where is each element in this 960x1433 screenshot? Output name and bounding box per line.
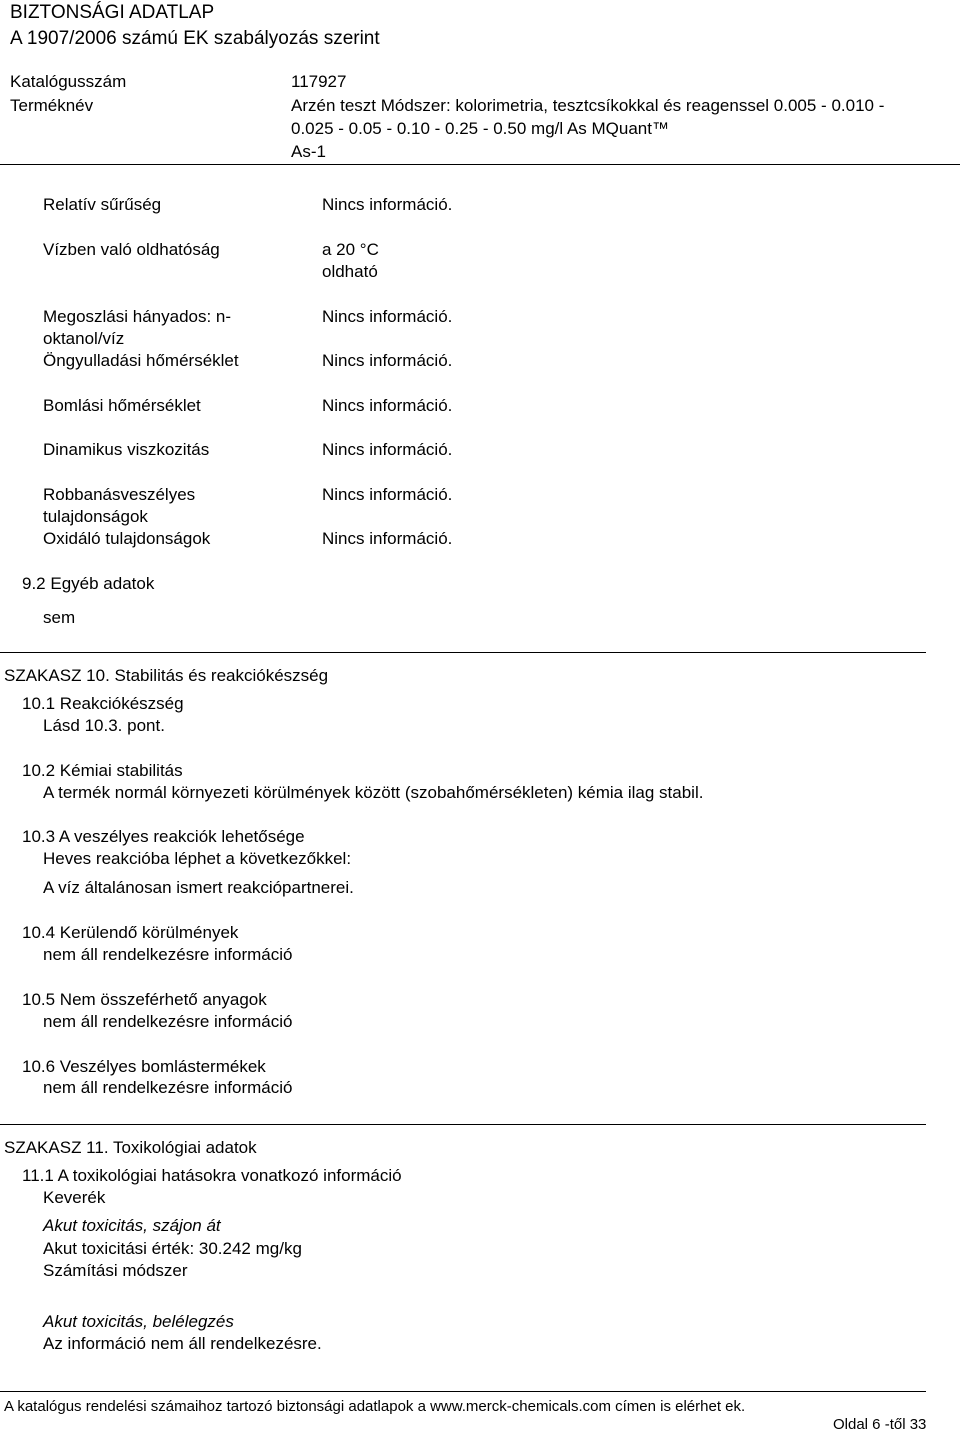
property-label: Dinamikus viszkozitás bbox=[43, 440, 210, 459]
incompatible-materials-text: nem áll rendelkezésre információ bbox=[43, 1012, 293, 1031]
footer-note: A katalógus rendelési számaihoz tartozó biztonsági adatlapok a www.merck-chemicals.com címen is elérhet ek. bbox=[4, 1398, 746, 1415]
property-label: Vízben való oldhatóság bbox=[43, 240, 220, 259]
property-label: Öngyulladási hőmérséklet bbox=[43, 351, 239, 370]
property-label: Megoszlási hányados: n- bbox=[43, 307, 232, 326]
decomposition-products-text: nem áll rendelkezésre információ bbox=[43, 1078, 293, 1097]
property-value: Nincs információ. bbox=[322, 396, 453, 415]
section-10-heading: SZAKASZ 10. Stabilitás és reakciókészség bbox=[4, 666, 329, 685]
decomposition-products-heading: 10.6 Veszélyes bomlástermékek bbox=[22, 1057, 266, 1076]
footer-divider bbox=[0, 1391, 926, 1392]
property-value: a 20 °C bbox=[322, 240, 379, 259]
inhalation-toxicity-title: Akut toxicitás, belélegzés bbox=[43, 1312, 234, 1331]
property-label: Bomlási hőmérséklet bbox=[43, 396, 201, 415]
other-data-heading: 9.2 Egyéb adatok bbox=[22, 574, 155, 593]
property-value: Nincs információ. bbox=[322, 529, 453, 548]
property-value: Nincs információ. bbox=[322, 195, 453, 214]
page-number: Oldal 6 -től 33 bbox=[833, 1416, 927, 1433]
product-name-line3: As-1 bbox=[291, 142, 326, 161]
product-name-line2: 0.025 - 0.05 - 0.10 - 0.25 - 0.50 mg/l As MQuant™ bbox=[291, 119, 669, 138]
chemical-stability-text: A termék normál környezeti körülmények között (szobahőmérsékleten) kémia ilag stabil. bbox=[43, 783, 704, 802]
document-title: BIZTONSÁGI ADATLAP bbox=[10, 2, 215, 23]
oral-toxicity-method: Számítási módszer bbox=[43, 1261, 188, 1280]
property-label: Relatív sűrűség bbox=[43, 195, 162, 214]
product-name-label: Terméknév bbox=[10, 96, 94, 115]
regulation-subtitle: A 1907/2006 számú EK szabályozás szerint bbox=[10, 28, 380, 49]
conditions-to-avoid-text: nem áll rendelkezésre információ bbox=[43, 945, 293, 964]
property-value: Nincs információ. bbox=[322, 307, 453, 326]
header-divider bbox=[0, 164, 960, 165]
section-11-heading: SZAKASZ 11. Toxikológiai adatok bbox=[4, 1138, 257, 1157]
chemical-stability-heading: 10.2 Kémiai stabilitás bbox=[22, 761, 183, 780]
property-value: Nincs információ. bbox=[322, 485, 453, 504]
hazardous-reactions-heading: 10.3 A veszélyes reakciók lehetősége bbox=[22, 827, 305, 846]
oral-toxicity-value: Akut toxicitási érték: 30.242 mg/kg bbox=[43, 1239, 302, 1258]
property-value: Nincs információ. bbox=[322, 351, 453, 370]
product-name-line1: Arzén teszt Módszer: kolorimetria, tesztcsíkokkal és reagenssel 0.005 - 0.010 - bbox=[291, 96, 885, 115]
inhalation-toxicity-value: Az információ nem áll rendelkezésre. bbox=[43, 1334, 322, 1353]
property-label-line2: tulajdonságok bbox=[43, 507, 148, 526]
property-label: Robbanásveszélyes bbox=[43, 485, 196, 504]
hazardous-reactions-text: Heves reakcióba léphet a következőkkel: bbox=[43, 849, 352, 868]
property-label: Oxidáló tulajdonságok bbox=[43, 529, 211, 548]
incompatible-materials-heading: 10.5 Nem összeférhető anyagok bbox=[22, 990, 267, 1009]
toxicological-effects-heading: 11.1 A toxikológiai hatásokra vonatkozó információ bbox=[22, 1166, 402, 1185]
mixture-label: Keverék bbox=[43, 1188, 106, 1207]
reactivity-text: Lásd 10.3. pont. bbox=[43, 716, 165, 735]
section-11-divider bbox=[0, 1124, 926, 1125]
conditions-to-avoid-heading: 10.4 Kerülendő körülmények bbox=[22, 923, 239, 942]
hazardous-reactions-partners: A víz általánosan ismert reakciópartnerei. bbox=[43, 878, 354, 897]
catalog-number-value: 117927 bbox=[291, 72, 347, 91]
other-data-text: sem bbox=[43, 608, 76, 627]
catalog-number-label: Katalógusszám bbox=[10, 72, 127, 91]
property-label-line2: oktanol/víz bbox=[43, 329, 125, 348]
oral-toxicity-title: Akut toxicitás, szájon át bbox=[43, 1216, 221, 1235]
property-value: Nincs információ. bbox=[322, 440, 453, 459]
property-value-line2: oldható bbox=[322, 262, 378, 281]
section-10-divider bbox=[0, 652, 926, 653]
reactivity-heading: 10.1 Reakciókészség bbox=[22, 694, 184, 713]
